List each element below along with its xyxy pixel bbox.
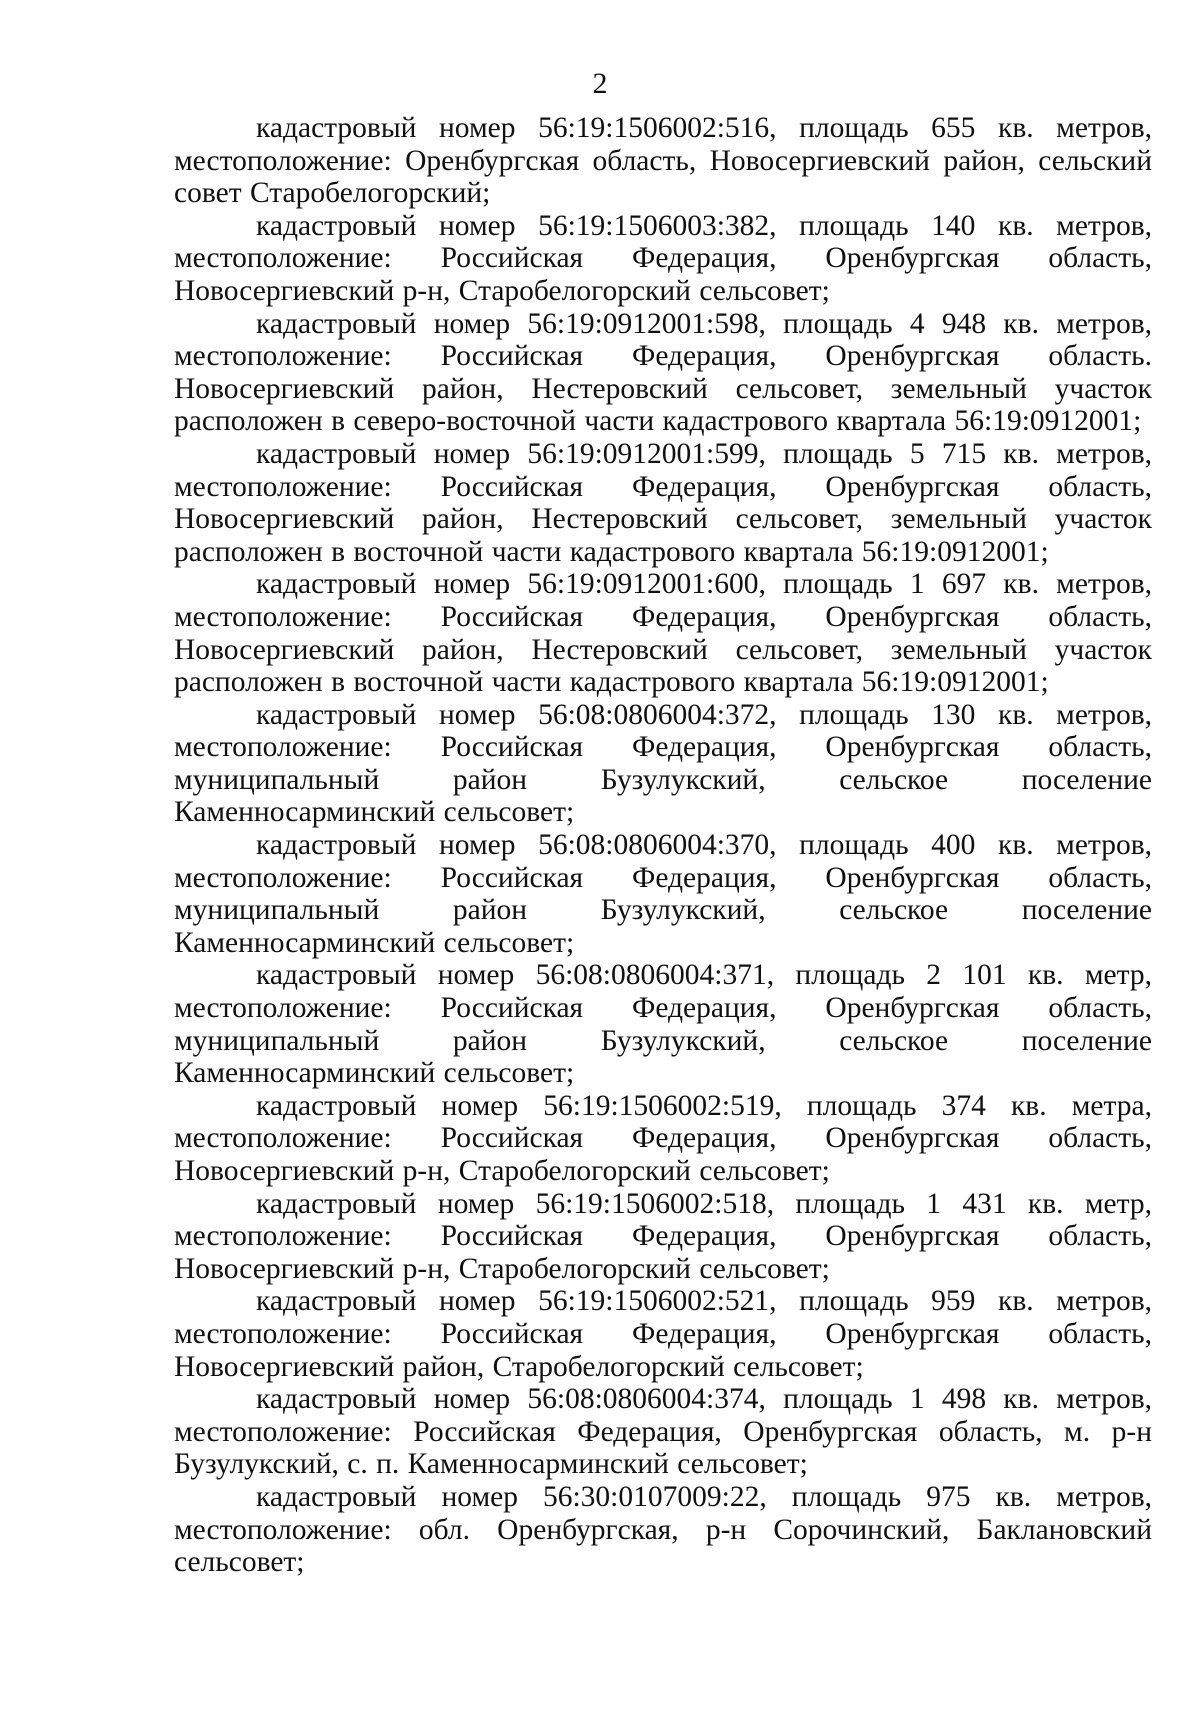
cadastral-entry-7: кадастровый номер 56:08:0806004:370, площадь 400 кв. метров, местоположение: Российская Федерация, Оренбургская область, муниципальный район Бузулукский, сельское поселение Каменносарминский сельсовет;	[174, 829, 1152, 959]
cadastral-entry-1: кадастровый номер 56:19:1506002:516, площадь 655 кв. метров, местоположение: Оренбургская область, Новосергиевский район, сельский совет Старобелогорский;	[174, 112, 1152, 210]
document-body	[174, 112, 1152, 1579]
cadastral-entry-11: кадастровый номер 56:19:1506002:521, площадь 959 кв. метров, местоположение: Российская Федерация, Оренбургская область, Новосергиевский район, Старобелогорский сельсовет;	[174, 1285, 1152, 1383]
cadastral-entry-6: кадастровый номер 56:08:0806004:372, площадь 130 кв. метров, местоположение: Российская Федерация, Оренбургская область, муниципальный район Бузулукский, сельское поселение Каменносарминский сельсовет;	[174, 698, 1152, 829]
page-number: 2	[592, 67, 608, 100]
cadastral-entry-5: кадастровый номер 56:19:0912001:600, площадь 1 697 кв. метров, местоположение: Российская Федерация, Оренбургская область, Новосергиевский район, Нестеровский сельсовет, земельный участок расположен в восточной части кадастрового квартала 56:19:0912001;	[174, 568, 1152, 699]
cadastral-entry-9: кадастровый номер 56:19:1506002:519, площадь 374 кв. метра, местоположение: Российская Федерация, Оренбургская область, Новосергиевский р-н, Старобелогорский сельсовет;	[174, 1089, 1152, 1187]
cadastral-entry-10: кадастровый номер 56:19:1506002:518, площадь 1 431 кв. метр, местоположение: Российская Федерация, Оренбургская область, Новосергиевский р-н, Старобелогорский сельсовет;	[174, 1187, 1152, 1285]
cadastral-entry-8: кадастровый номер 56:08:0806004:371, площадь 2 101 кв. метр, местоположение: Российская Федерация, Оренбургская область, муниципальный район Бузулукский, сельское поселение Каменносарминский сельсовет;	[174, 959, 1152, 1090]
cadastral-entry-13: кадастровый номер 56:30:0107009:22, площадь 975 кв. метров, местоположение: обл. Оренбургская, р-н Сорочинский, Баклановский сельсовет;	[174, 1480, 1152, 1579]
cadastral-entry-4: кадастровый номер 56:19:0912001:599, площадь 5 715 кв. метров, местоположение: Российская Федерация, Оренбургская область, Новосергиевский район, Нестеровский сельсовет, земельный участок расположен в восточной части кадастрового квартала 56:19:0912001;	[174, 437, 1152, 568]
cadastral-entry-12: кадастровый номер 56:08:0806004:374, площадь 1 498 кв. метров, местоположение: Российская Федерация, Оренбургская область, м. р-н Бузулукский, с. п. Каменносарминский сельсовет;	[174, 1383, 1152, 1481]
cadastral-entry-2: кадастровый номер 56:19:1506003:382, площадь 140 кв. метров, местоположение: Российская Федерация, Оренбургская область, Новосергиевский р-н, Старобелогорский сельсовет;	[174, 209, 1152, 307]
cadastral-entry-3: кадастровый номер 56:19:0912001:598, площадь 4 948 кв. метров, местоположение: Российская Федерация, Оренбургская область. Новосергиевский район, Нестеровский сельсовет, земельный участок расположен в северо-восточной части кадастрового квартала 56:19:0912001;	[174, 307, 1152, 438]
